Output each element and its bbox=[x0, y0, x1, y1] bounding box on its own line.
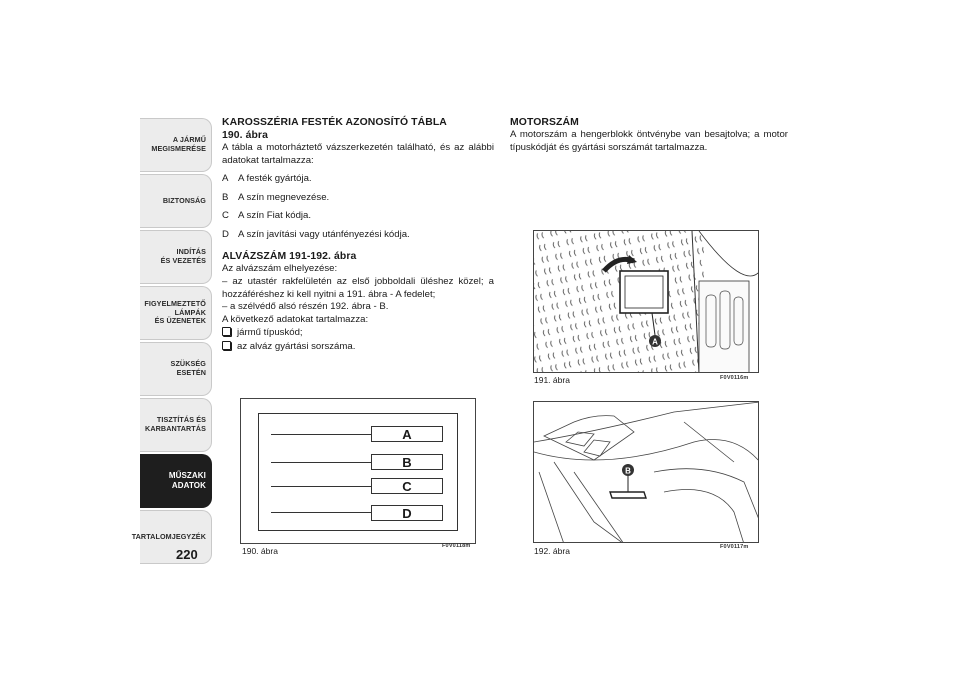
engine-text: A motorszám a hengerblokk öntvénybe van besajtolva; a motor típuskódját és gyártási sorszámát tartalmazza. bbox=[510, 129, 788, 153]
plate-line bbox=[271, 486, 371, 487]
plate-label-a: A bbox=[371, 426, 443, 442]
tab-label: FIGYELMEZTETŐ bbox=[144, 299, 206, 309]
tab-maintenance[interactable] bbox=[140, 398, 212, 452]
chassis-intro: Az alvázszám elhelyezése: bbox=[222, 263, 338, 275]
item-key: A bbox=[222, 173, 229, 185]
tab-warning-lights[interactable] bbox=[140, 286, 212, 340]
paint-plate-text: A tábla a motorháztető vázszerkezetén található, és az alábbi adatokat tartalmazza: bbox=[222, 142, 494, 166]
tab-label: A JÁRMŰ bbox=[172, 135, 206, 145]
tab-label: ÉS VEZETÉS bbox=[160, 256, 206, 265]
tab-label: KARBANTARTÁS bbox=[145, 424, 206, 433]
figure-192-code: F0V0117m bbox=[720, 544, 749, 550]
item-text: A szín megnevezése. bbox=[238, 191, 330, 203]
tab-technical-data[interactable] bbox=[140, 454, 212, 508]
item-key: C bbox=[222, 210, 229, 222]
tab-label: TISZTÍTÁS ÉS bbox=[156, 415, 206, 425]
tab-safety[interactable] bbox=[140, 174, 212, 228]
floor-cover-illustration bbox=[534, 231, 759, 373]
plate-line bbox=[271, 434, 371, 435]
tab-label: ÉS ÜZENETEK bbox=[154, 316, 206, 326]
figure-192-caption: 192. ábra bbox=[534, 546, 570, 556]
checkbox-bullet-icon bbox=[222, 327, 231, 336]
item-text: A festék gyártója. bbox=[238, 173, 312, 185]
checkbox-bullet-icon bbox=[222, 341, 231, 350]
bullet-text: az alváz gyártási sorszáma. bbox=[237, 340, 356, 352]
chassis-bullet bbox=[222, 340, 494, 353]
tab-label: ESETÉN bbox=[176, 368, 206, 377]
tab-label: ADATOK bbox=[171, 481, 206, 490]
marker-a: A bbox=[652, 337, 658, 347]
tab-emergency[interactable] bbox=[140, 342, 212, 396]
item-text: A szín Fiat kódja. bbox=[238, 210, 312, 222]
paint-item bbox=[222, 192, 494, 204]
plate-line bbox=[271, 462, 371, 463]
tab-label: INDÍTÁS bbox=[176, 247, 206, 257]
paint-plate-heading: KAROSSZÉRIA FESTÉK AZONOSÍTÓ TÁBLA bbox=[222, 117, 447, 128]
paint-plate-subheading: 190. ábra bbox=[222, 130, 268, 141]
marker-b: B bbox=[625, 466, 631, 476]
figure-190-code: F0V0118m bbox=[442, 543, 471, 549]
tab-label: SZÜKSÉG bbox=[170, 359, 206, 369]
tab-vehicle-intro[interactable] bbox=[140, 118, 212, 172]
item-key: D bbox=[222, 228, 229, 240]
figure-191-code: F0V0116m bbox=[720, 375, 749, 381]
chassis-bullet bbox=[222, 326, 494, 339]
windscreen-illustration bbox=[534, 402, 759, 543]
plate-label-d: D bbox=[371, 505, 443, 521]
plate-label-c: C bbox=[371, 478, 443, 494]
left-column bbox=[222, 116, 494, 353]
page-number: 220 bbox=[176, 547, 198, 562]
paint-plate-illustration bbox=[258, 413, 458, 531]
plate-label-b: B bbox=[371, 454, 443, 470]
chassis-location-2: – a szélvédő alsó részén 192. ábra - B. bbox=[222, 301, 389, 313]
bullet-text: jármű típuskód; bbox=[237, 327, 303, 339]
tab-label: BIZTONSÁG bbox=[162, 195, 206, 205]
paint-item bbox=[222, 173, 494, 185]
figure-190-caption: 190. ábra bbox=[242, 546, 278, 556]
paint-item bbox=[222, 210, 494, 222]
figure-192 bbox=[533, 401, 759, 543]
chassis-data-intro: A következő adatokat tartalmazza: bbox=[222, 313, 369, 325]
tab-starting-driving[interactable] bbox=[140, 230, 212, 284]
right-column bbox=[510, 116, 788, 154]
paint-item bbox=[222, 229, 494, 241]
plate-line bbox=[271, 512, 371, 513]
tab-label: LÁMPÁK bbox=[174, 307, 206, 317]
figure-191-caption: 191. ábra bbox=[534, 375, 570, 385]
tab-label: MŰSZAKI bbox=[168, 471, 206, 481]
chassis-heading: ALVÁZSZÁM 191-192. ábra bbox=[222, 251, 357, 263]
chassis-location-1: – az utastér rakfelületén az első jobboldali üléshez közel; a hozzáféréshez ki kell nyitni a 191. ábra - A fedelet; bbox=[222, 275, 494, 300]
tab-label: MEGISMERÉSE bbox=[151, 144, 206, 153]
engine-heading: MOTORSZÁM bbox=[510, 117, 579, 128]
tab-label: TARTALOMJEGYZÉK bbox=[131, 531, 206, 541]
item-text: A szín javítási vagy utánfényezési kódja. bbox=[238, 228, 410, 240]
item-key: B bbox=[222, 191, 229, 203]
figure-191 bbox=[533, 230, 759, 373]
